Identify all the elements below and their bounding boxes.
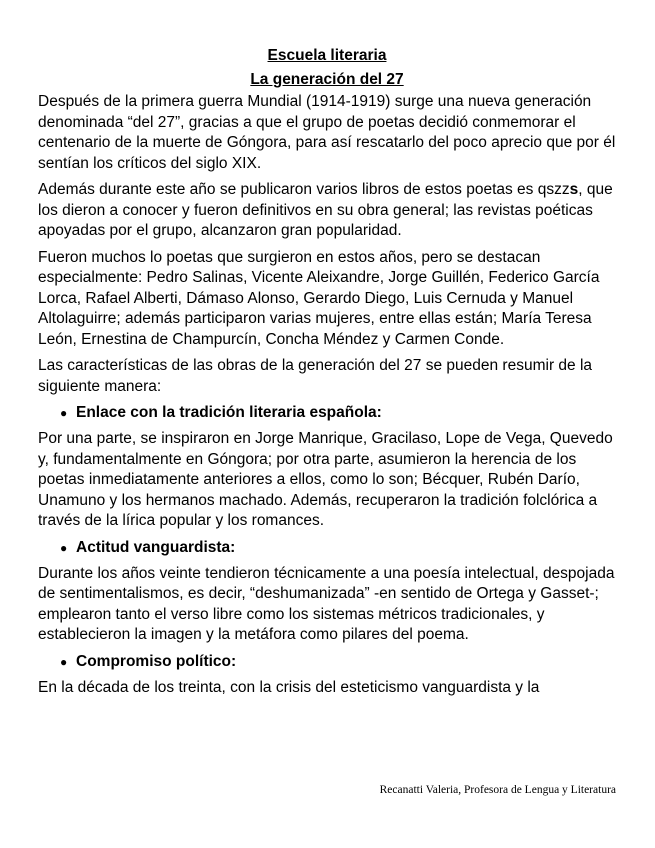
paragraph-publications-start: Además durante este año se publicaron varios libros de estos poetas es qszz — [38, 181, 570, 198]
paragraph-intro: Después de la primera guerra Mundial (1914-1919) surge una nueva generación denominada “del 27”, gracias a que el grupo de poetas decidió conmemorar el centenario de la muerte de Góngora, para así rescatarlo del poco aprecio que por él sentían los críticos del siglo XIX. — [38, 93, 616, 172]
paragraph-publications-bold: s — [569, 181, 579, 198]
paragraph-tradition: Por una parte, se inspiraron en Jorge Manrique, Gracilaso, Lope de Vega, Quevedo y, fundamentalmente en Góngora; por otra parte, asumieron la herencia de los poetas inmediatamente anteriores a ellos, como lo son; Bécquer, Rubén Darío, Unamuno y los hermanos machado. Además, recuperaron la tradición folclórica a través de la lírica popular y los romances. — [38, 430, 613, 529]
bullet-dot-icon: ● — [60, 406, 68, 420]
paragraph-characteristics: Las características de las obras de la generación del 27 se pueden resumir de la siguiente manera: — [38, 357, 593, 395]
bullet-vanguard-label: Actitud vanguardista: — [76, 538, 236, 556]
bullet-tradition-label: Enlace con la tradición literaria española: — [76, 404, 382, 421]
document-subtitle: La generación del 27 — [250, 71, 404, 88]
bullet-political-label: Compromiso político: — [76, 652, 237, 670]
bullet-political — [38, 652, 616, 672]
paragraph-publications-end: , que los dieron a conocer y fueron definitivos en su obra general; las revistas poéticas apoyadas por el grupo, alcanzaron gran popularidad. — [38, 181, 613, 239]
bullet-dot-icon: ● — [60, 654, 68, 669]
footer-author: Recanatti Valeria, Profesora de Lengua y Literatura — [379, 784, 616, 796]
document-page — [38, 44, 616, 704]
paragraph-poets: Fueron muchos lo poetas que surgieron en estos años, pero se destacan especialmente: Pedro Salinas, Vicente Aleixandre, Jorge Guillén, Federico García Lorca, Rafael Alberti, Dámaso Alonso, Gerardo Diego, Luis Cernuda y Manuel Altolaguirre; además participaron varias mujeres, entre ellas están; María Teresa León, Ernestina de Champurcín, Concha Méndez y Carmen Conde. — [38, 248, 600, 348]
paragraph-publications — [38, 180, 616, 242]
document-title: Escuela literaria — [267, 47, 387, 64]
paragraph-political: En la década de los treinta, con la crisis del esteticismo vanguardista y la — [38, 678, 540, 696]
bullet-vanguard — [38, 538, 616, 558]
bullet-tradition — [38, 403, 616, 423]
bullet-dot-icon: ● — [60, 540, 68, 555]
paragraph-vanguard: Durante los años veinte tendieron técnicamente a una poesía intelectual, despojada de sentimentalismos, es decir, “deshumanizada” -en sentido de Ortega y Gasset-; emplearon tanto el verso libre como los sistemas métricos tradicionales, y establecieron la imagen y la metáfora como pilares del poema. — [38, 564, 615, 643]
